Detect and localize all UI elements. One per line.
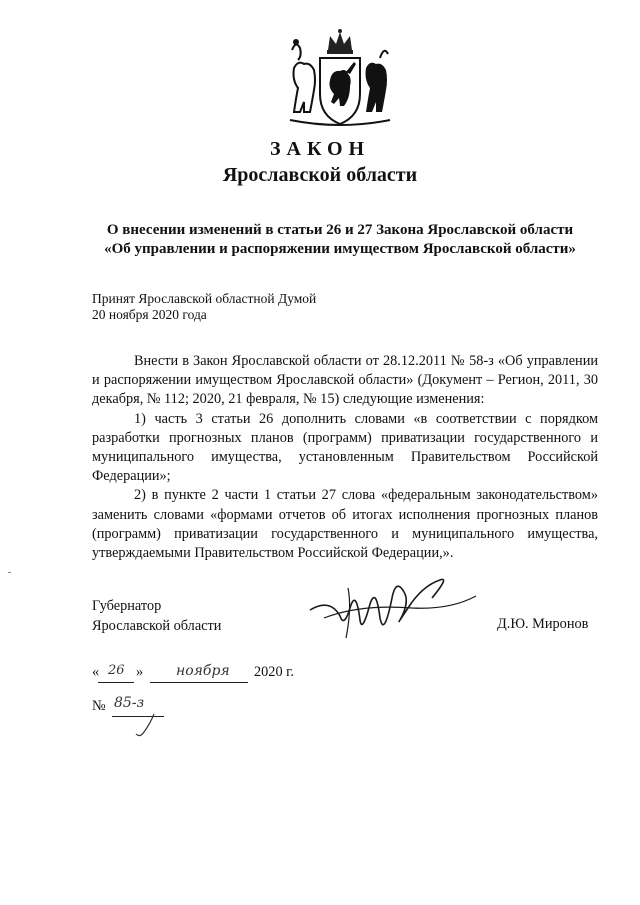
- body-paragraph: Внести в Закон Ярославской области от 28.12.2011 № 58-з «Об управлении и распоряжении имуществом Ярославской области» (Документ – Регион, 2011, 30 декабря, № 112; 2020, 21 февраля, № 15) следующие изменения:: [92, 353, 598, 408]
- day-underline: [98, 682, 134, 683]
- number-value: 85-з: [114, 695, 145, 711]
- date-year: 2020 г.: [254, 664, 294, 680]
- body-paragraph: 1) часть 3 статьи 26 дополнить словами «в соответствии с порядком разработки прогнозных планов (программ) приватизации государственного и муниципального имущества, установленным Правительством Российской Федерации»;: [92, 410, 598, 485]
- signing-date: [92, 664, 352, 688]
- law-subject-line: «Об управлении и распоряжении имуществом Ярославской области»: [104, 241, 576, 257]
- governor-title: [92, 597, 221, 636]
- document-region: Ярославской области: [222, 164, 418, 186]
- governor-title-line: Губернатор: [92, 598, 162, 614]
- number-handwriting-tail: [132, 712, 162, 738]
- body-paragraph: 2) в пункте 2 части 1 статьи 27 слова «федеральным законодательством» заменить словами «формами отчетов об итогах исполнения прогнозных планов (программ) приватизации государственного и муниципального имущества, утверждаемыми Правительством Российской Федерации,».: [92, 487, 598, 562]
- coat-of-arms-icon: [284, 28, 396, 130]
- law-body: [92, 352, 598, 563]
- adoption-note: [92, 291, 316, 323]
- margin-mark: [8, 572, 11, 573]
- date-close-quote: »: [136, 664, 144, 680]
- date-open-quote: «: [92, 664, 100, 680]
- document-title: ЗАКОН: [269, 138, 371, 160]
- governor-title-line: Ярославской области: [92, 617, 222, 634]
- date-day: 26: [108, 663, 125, 678]
- law-number: [92, 695, 212, 738]
- governor-name: Д.Ю. Миронов: [497, 616, 589, 632]
- date-month: ноября: [176, 663, 230, 679]
- adopted-date: 20 ноября 2020 года: [92, 307, 207, 322]
- handwritten-signature: [300, 568, 480, 648]
- month-underline: [150, 682, 248, 683]
- number-prefix: №: [92, 698, 106, 714]
- adopted-by: Принят Ярославской областной Думой: [92, 291, 317, 306]
- law-subject: [60, 221, 620, 259]
- law-subject-line: О внесении изменений в статьи 26 и 27 Закона Ярославской области: [106, 222, 574, 238]
